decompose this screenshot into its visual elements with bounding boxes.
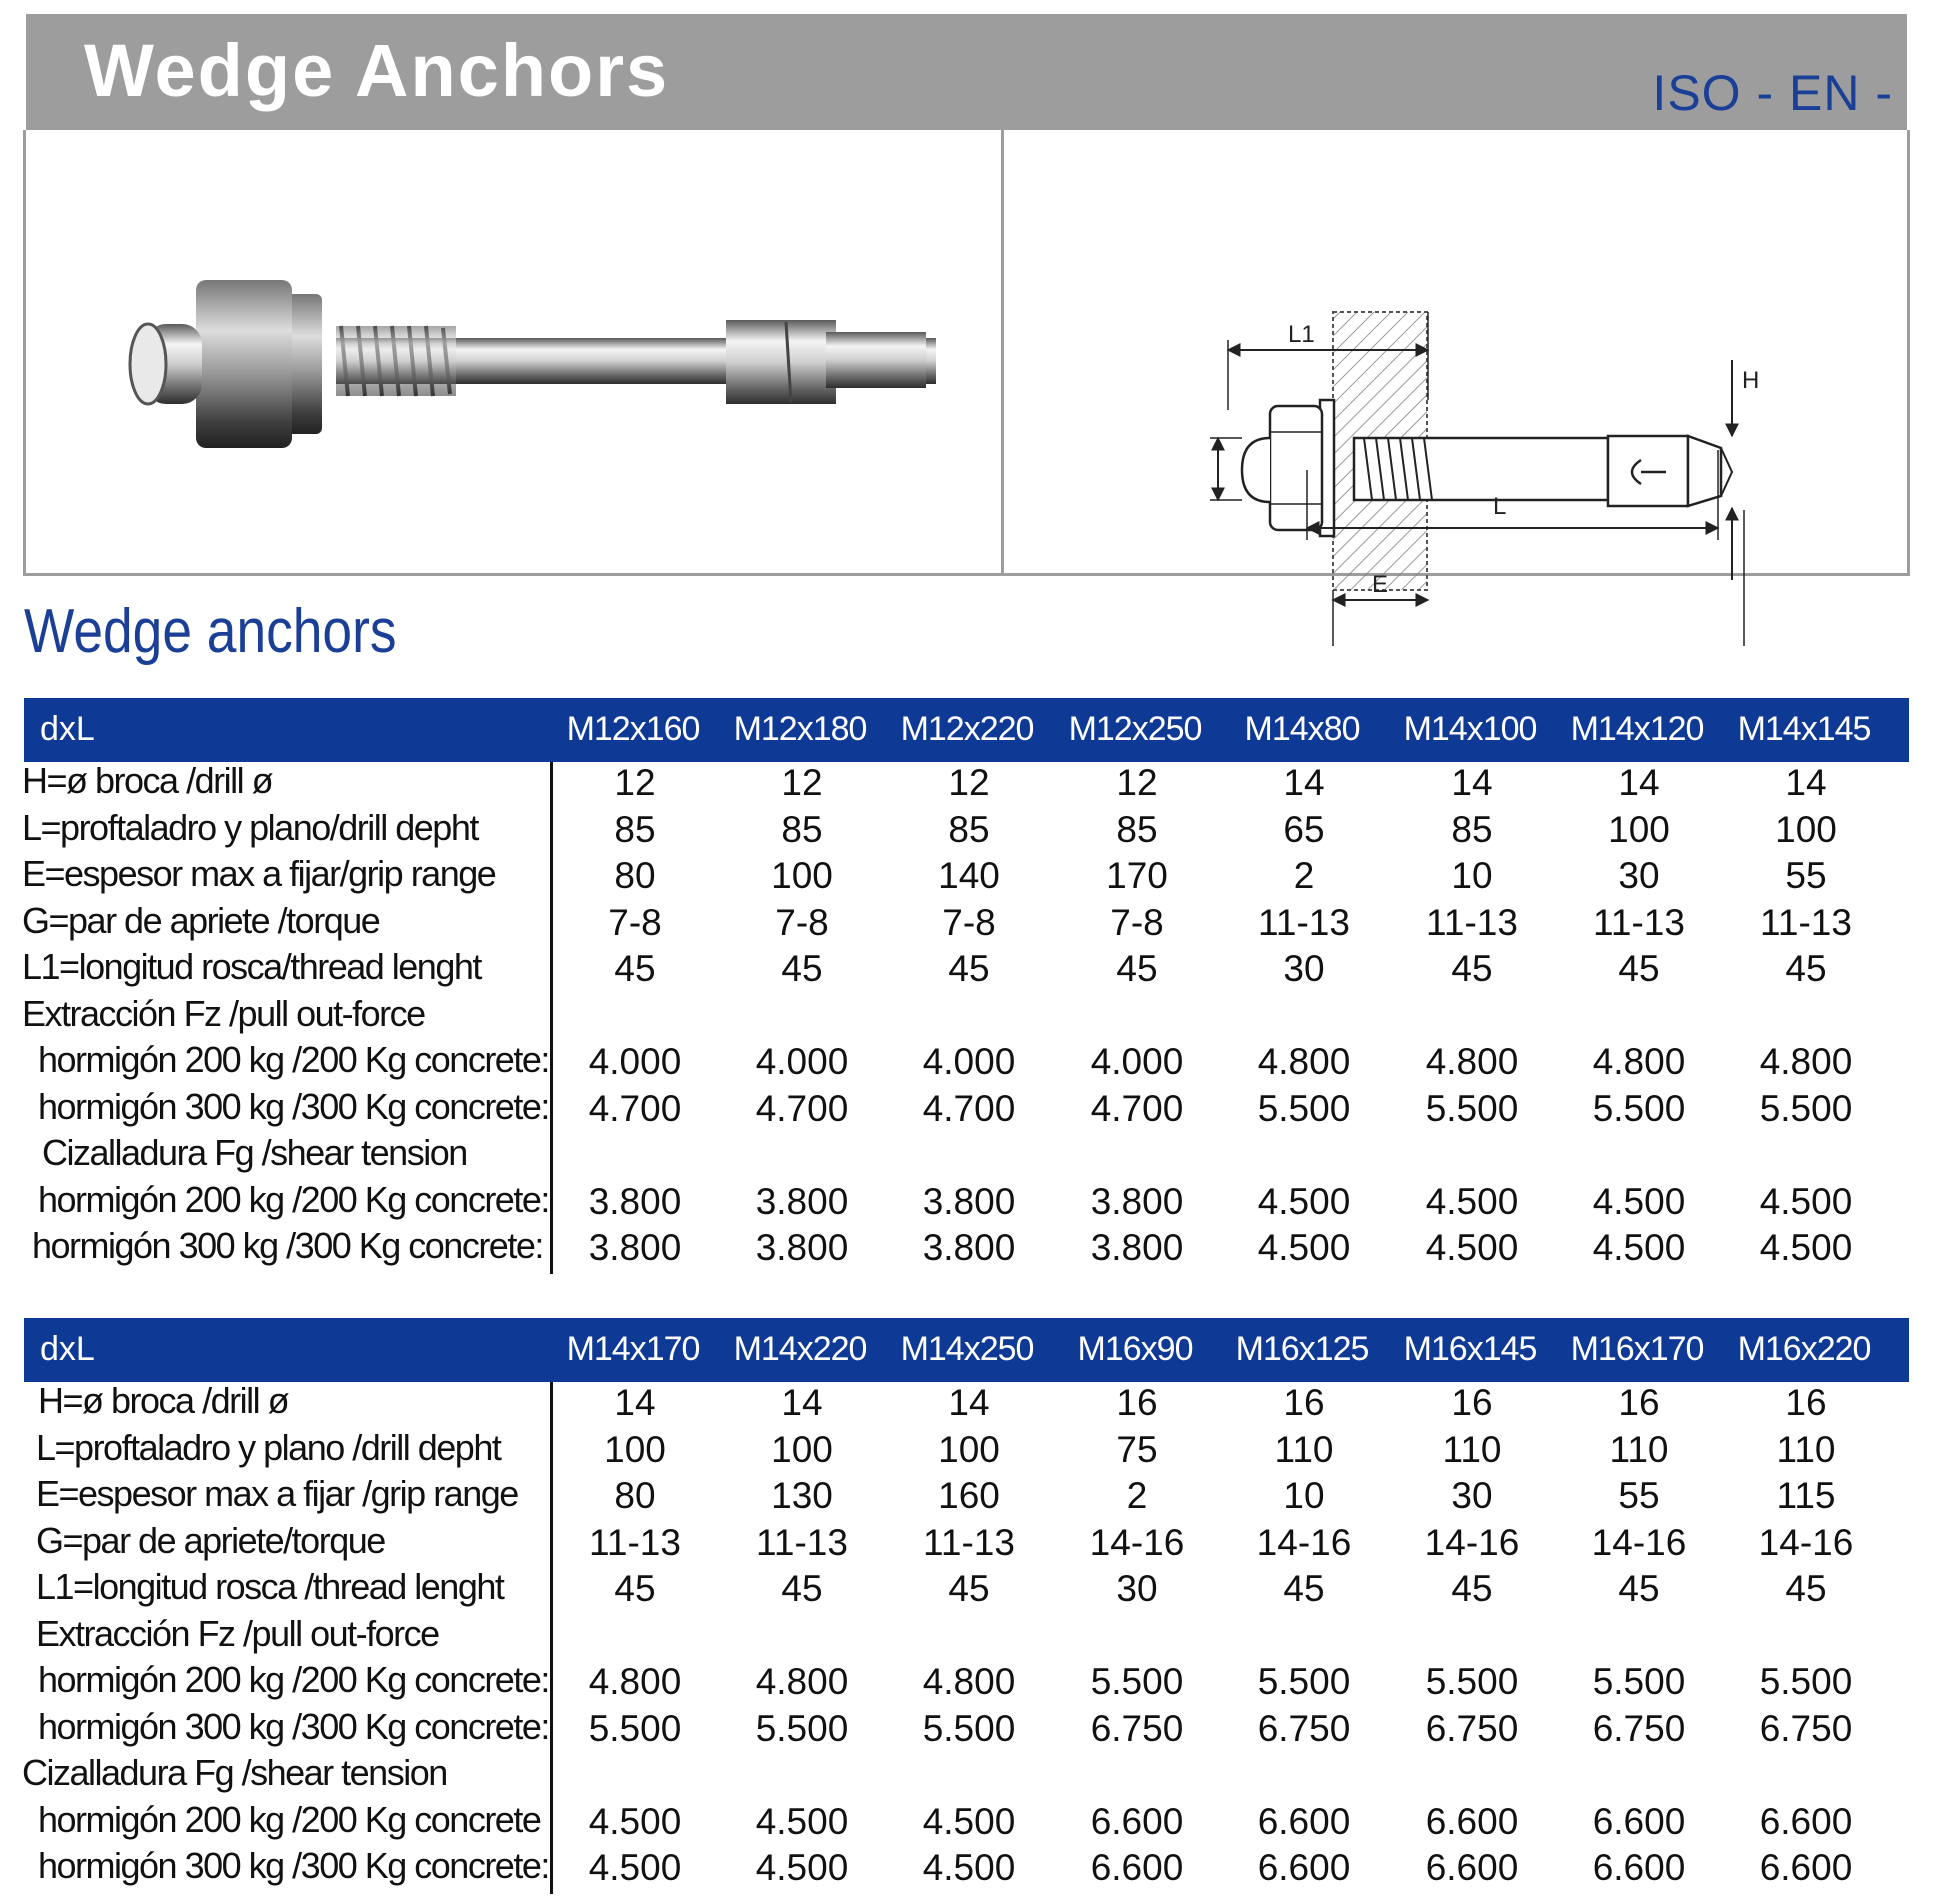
row-value: 55: [1618, 1475, 1660, 1516]
row-value: 7-8: [1110, 901, 1164, 943]
row-value: 4.500: [1425, 1227, 1519, 1268]
row-value: 4.000: [588, 1041, 682, 1082]
frame-divider: [1001, 130, 1004, 573]
standard-label: ISO - EN -: [1652, 65, 1893, 121]
size-column-header: M16x220: [1737, 1330, 1871, 1368]
row-value: 100: [604, 1428, 666, 1470]
row-value: 4.500: [1592, 1227, 1686, 1268]
row-value: 110: [1442, 1428, 1502, 1470]
row-value: 45: [781, 1568, 823, 1609]
table-header: [24, 1318, 1909, 1382]
row-value: 6.600: [1592, 1800, 1686, 1842]
row-value: 6.750: [1759, 1707, 1853, 1749]
row-label: hormigón 200 kg /200 Kg concrete: [38, 1798, 541, 1840]
row-value: 11-13: [1258, 901, 1350, 943]
row-value: 140: [938, 855, 1000, 896]
table-row: [24, 758, 1909, 805]
row-value: 12: [614, 762, 656, 803]
row-value: 65: [1283, 808, 1325, 850]
row-label: L1=longitud rosca/thread lenght: [22, 946, 481, 987]
row-label: hormigón 300 kg /300 Kg concrete:: [38, 1845, 549, 1886]
size-column-header: M16x90: [1077, 1330, 1193, 1368]
row-value: 85: [1116, 808, 1158, 850]
table-row: [24, 1611, 1909, 1658]
row-value: 45: [1283, 1568, 1325, 1609]
size-column-header: M12x160: [566, 710, 700, 748]
row-value: 5.500: [1090, 1661, 1184, 1702]
row-value: 4.000: [1090, 1041, 1184, 1082]
row-value: 12: [1116, 762, 1158, 803]
table-row: [24, 944, 1909, 991]
row-value: 11-13: [923, 1521, 1015, 1563]
row-value: 4.500: [922, 1847, 1016, 1888]
row-value: 80: [614, 1475, 656, 1516]
table-row: [24, 1037, 1909, 1084]
row-value: 110: [1776, 1428, 1836, 1470]
row-value: 3.800: [1090, 1227, 1184, 1268]
row-value: 80: [614, 855, 656, 896]
row-value: 100: [1775, 808, 1837, 850]
row-value: 16: [1618, 1382, 1660, 1423]
row-value: 14-16: [1591, 1521, 1687, 1563]
row-label: E=espesor max a fijar /grip range: [36, 1473, 518, 1514]
table-row: [24, 1425, 1909, 1472]
row-value: 45: [1618, 1568, 1660, 1609]
header-dxl-label: dxL: [40, 710, 95, 748]
size-column-header: M16x125: [1235, 1330, 1369, 1368]
spec-table-2: [24, 1318, 1909, 1890]
diagram-label-e: E: [1372, 571, 1389, 598]
row-value: 5.500: [922, 1707, 1016, 1749]
table-row: [24, 1471, 1909, 1518]
row-value: 100: [771, 855, 833, 896]
row-label: hormigón 300 kg /300 Kg concrete:: [38, 1705, 549, 1747]
row-value: 45: [948, 1568, 990, 1609]
diagram-label-l: L: [1493, 493, 1507, 520]
row-value: 3.800: [588, 1180, 682, 1222]
row-value: 4.800: [1759, 1041, 1853, 1082]
row-value: 2: [1293, 855, 1315, 896]
row-value: 11-13: [1426, 901, 1518, 943]
row-value: 85: [1451, 808, 1493, 850]
row-value: 100: [771, 1428, 833, 1470]
diagram-label-h: H: [1742, 367, 1760, 394]
row-value: 14: [781, 1382, 823, 1423]
table-row: [24, 851, 1909, 898]
row-value: 4.500: [1257, 1227, 1351, 1268]
row-value: 75: [1116, 1428, 1158, 1470]
row-value: 45: [1451, 1568, 1493, 1609]
row-value: 30: [1116, 1568, 1158, 1609]
row-value: 30: [1451, 1475, 1493, 1516]
header-band: [26, 14, 1907, 130]
row-value: 16: [1116, 1382, 1158, 1423]
table-row: [24, 1564, 1909, 1611]
row-value: 10: [1451, 855, 1493, 896]
table-row: [24, 1084, 1909, 1131]
row-value: 5.500: [1425, 1087, 1519, 1129]
row-value: 6.750: [1090, 1707, 1184, 1749]
row-value: 5.500: [1759, 1661, 1853, 1702]
row-label: G=par de apriete /torque: [22, 899, 380, 941]
row-value: 6.600: [1257, 1847, 1351, 1888]
row-value: 14: [614, 1382, 656, 1423]
row-value: 4.800: [755, 1661, 849, 1702]
row-value: 4.500: [1759, 1180, 1853, 1222]
row-value: 30: [1283, 948, 1325, 989]
row-value: 4.500: [1759, 1227, 1853, 1268]
row-value: 11-13: [1593, 901, 1685, 943]
row-label: hormigón 300 kg /300 Kg concrete:: [38, 1085, 549, 1127]
row-label: Cizalladura Fg /shear tension: [42, 1132, 467, 1173]
row-value: 3.800: [922, 1227, 1016, 1268]
row-value: 6.600: [1592, 1847, 1686, 1888]
row-label: H=ø broca /drill ø: [38, 1380, 289, 1421]
table-row: [24, 898, 1909, 945]
row-value: 14: [1618, 762, 1660, 803]
row-value: 115: [1776, 1475, 1836, 1516]
table-row: [24, 1177, 1909, 1224]
row-value: 5.500: [1257, 1661, 1351, 1702]
row-value: 5.500: [1592, 1661, 1686, 1702]
row-value: 4.500: [1257, 1180, 1351, 1222]
row-value: 14-16: [1758, 1521, 1854, 1563]
row-value: 45: [614, 948, 656, 989]
row-value: 4.700: [922, 1087, 1016, 1129]
row-label: L=proftaladro y plano/drill depht: [22, 806, 478, 848]
page-title: Wedge Anchors: [84, 29, 670, 112]
row-value: 5.500: [588, 1707, 682, 1749]
row-value: 55: [1785, 855, 1827, 896]
row-value: 6.600: [1425, 1847, 1519, 1888]
size-column-header: M12x250: [1068, 710, 1202, 748]
row-value: 4.700: [755, 1087, 849, 1129]
row-value: 4.500: [755, 1800, 849, 1842]
row-value: 5.500: [1425, 1661, 1519, 1702]
row-value: 3.800: [588, 1227, 682, 1268]
table-row: [24, 1750, 1909, 1797]
size-column-header: M14x80: [1244, 710, 1360, 748]
row-label: E=espesor max a fijar/grip range: [22, 853, 496, 894]
row-value: 11-13: [756, 1521, 848, 1563]
row-value: 11-13: [589, 1521, 681, 1563]
column-divider: [550, 762, 553, 1274]
spec-table-1: [24, 698, 1909, 1270]
header-dxl-label: dxL: [40, 1330, 95, 1368]
row-value: 45: [1116, 948, 1158, 989]
row-value: 4.800: [1257, 1041, 1351, 1082]
row-value: 85: [781, 808, 823, 850]
size-column-header: M14x250: [900, 1330, 1034, 1368]
row-value: 4.000: [755, 1041, 849, 1082]
size-column-header: M12x220: [900, 710, 1034, 748]
row-value: 4.500: [1425, 1180, 1519, 1222]
table-row: [24, 1657, 1909, 1704]
row-value: 16: [1451, 1382, 1493, 1423]
size-column-header: M14x100: [1403, 710, 1537, 748]
row-label: hormigón 300 kg /300 Kg concrete:: [32, 1225, 543, 1266]
row-value: 5.500: [1257, 1087, 1351, 1129]
row-value: 4.700: [588, 1087, 682, 1129]
row-value: 5.500: [1592, 1087, 1686, 1129]
row-value: 4.800: [1425, 1041, 1519, 1082]
row-label: L=proftaladro y plano /drill depht: [36, 1426, 501, 1468]
row-value: 4.800: [1592, 1041, 1686, 1082]
row-value: 45: [948, 948, 990, 989]
row-value: 6.600: [1090, 1800, 1184, 1842]
row-value: 130: [771, 1475, 833, 1516]
row-value: 45: [1785, 1568, 1827, 1609]
table-row: [24, 1518, 1909, 1565]
size-column-header: M14x145: [1737, 710, 1871, 748]
row-label: H=ø broca /drill ø: [22, 760, 273, 801]
diagram-label-l1: L1: [1288, 321, 1315, 348]
row-value: 6.600: [1257, 1800, 1351, 1842]
row-value: 4.500: [588, 1800, 682, 1842]
size-column-header: M14x220: [733, 1330, 867, 1368]
table-row: [24, 1704, 1909, 1751]
row-value: 6.600: [1759, 1800, 1853, 1842]
row-value: 12: [948, 762, 990, 803]
row-value: 100: [1608, 808, 1670, 850]
table-header: [24, 698, 1909, 762]
row-value: 6.750: [1425, 1707, 1519, 1749]
row-value: 30: [1618, 855, 1660, 896]
row-value: 4.500: [922, 1800, 1016, 1842]
row-value: 16: [1283, 1382, 1325, 1423]
row-value: 14-16: [1089, 1521, 1185, 1563]
row-value: 45: [1451, 948, 1493, 989]
row-label: Extracción Fz /pull out-force: [22, 992, 425, 1034]
row-value: 6.600: [1090, 1847, 1184, 1888]
row-label: L1=longitud rosca /thread lenght: [36, 1566, 504, 1607]
row-value: 6.600: [1425, 1800, 1519, 1842]
row-value: 12: [781, 762, 823, 803]
row-value: 16: [1785, 1382, 1827, 1423]
row-value: 6.600: [1759, 1847, 1853, 1888]
row-value: 14-16: [1256, 1521, 1352, 1563]
row-value: 3.800: [755, 1227, 849, 1268]
row-value: 4.500: [588, 1847, 682, 1888]
row-value: 14: [1785, 762, 1827, 803]
row-value: 2: [1126, 1475, 1148, 1516]
section-title: Wedge anchors: [24, 597, 397, 666]
row-value: 4.000: [922, 1041, 1016, 1082]
table-row: [24, 1843, 1909, 1890]
row-label: Cizalladura Fg /shear tension: [22, 1752, 447, 1793]
row-value: 160: [938, 1475, 1000, 1516]
row-value: 110: [1274, 1428, 1334, 1470]
row-value: 14: [1283, 762, 1325, 803]
row-value: 45: [1785, 948, 1827, 989]
wedge-anchor-photo: [86, 240, 986, 490]
row-value: 7-8: [775, 901, 829, 943]
row-value: 4.800: [588, 1661, 682, 1702]
row-label: G=par de apriete/torque: [36, 1519, 385, 1561]
row-value: 5.500: [1759, 1087, 1853, 1129]
row-value: 85: [948, 808, 990, 850]
row-value: 45: [614, 1568, 656, 1609]
row-value: 7-8: [942, 901, 996, 943]
row-value: 170: [1106, 855, 1168, 896]
row-value: 4.700: [1090, 1087, 1184, 1129]
row-value: 4.500: [755, 1847, 849, 1888]
row-value: 6.750: [1257, 1707, 1351, 1749]
row-value: 45: [1618, 948, 1660, 989]
l-dimension: [1173, 450, 1773, 560]
row-value: 14: [1451, 762, 1493, 803]
row-value: 45: [781, 948, 823, 989]
row-label: Extracción Fz /pull out-force: [36, 1612, 439, 1654]
size-column-header: M14x170: [566, 1330, 700, 1368]
table-row: [24, 1378, 1909, 1425]
table-row: [24, 805, 1909, 852]
size-column-header: M14x120: [1570, 710, 1704, 748]
row-value: 4.500: [1592, 1180, 1686, 1222]
row-value: 14: [948, 1382, 990, 1423]
table-row: [24, 991, 1909, 1038]
row-value: 85: [614, 808, 656, 850]
row-value: 7-8: [608, 901, 662, 943]
row-value: 10: [1283, 1475, 1325, 1516]
row-label: hormigón 200 kg /200 Kg concrete:: [38, 1039, 549, 1080]
row-value: 4.800: [922, 1661, 1016, 1702]
row-value: 100: [938, 1428, 1000, 1470]
row-value: 3.800: [922, 1180, 1016, 1222]
row-value: 110: [1609, 1428, 1669, 1470]
row-value: 11-13: [1760, 901, 1852, 943]
table-row: [24, 1223, 1909, 1270]
row-label: hormigón 200 kg /200 Kg concrete:: [38, 1659, 549, 1700]
row-label: hormigón 200 kg /200 Kg concrete:: [38, 1178, 549, 1220]
column-divider: [550, 1382, 553, 1894]
row-value: 5.500: [755, 1707, 849, 1749]
row-value: 3.800: [1090, 1180, 1184, 1222]
row-value: 3.800: [755, 1180, 849, 1222]
table-row: [24, 1130, 1909, 1177]
row-value: 6.750: [1592, 1707, 1686, 1749]
row-value: 14-16: [1424, 1521, 1520, 1563]
table-row: [24, 1797, 1909, 1844]
size-column-header: M16x170: [1570, 1330, 1704, 1368]
size-column-header: M12x180: [733, 710, 867, 748]
size-column-header: M16x145: [1403, 1330, 1537, 1368]
